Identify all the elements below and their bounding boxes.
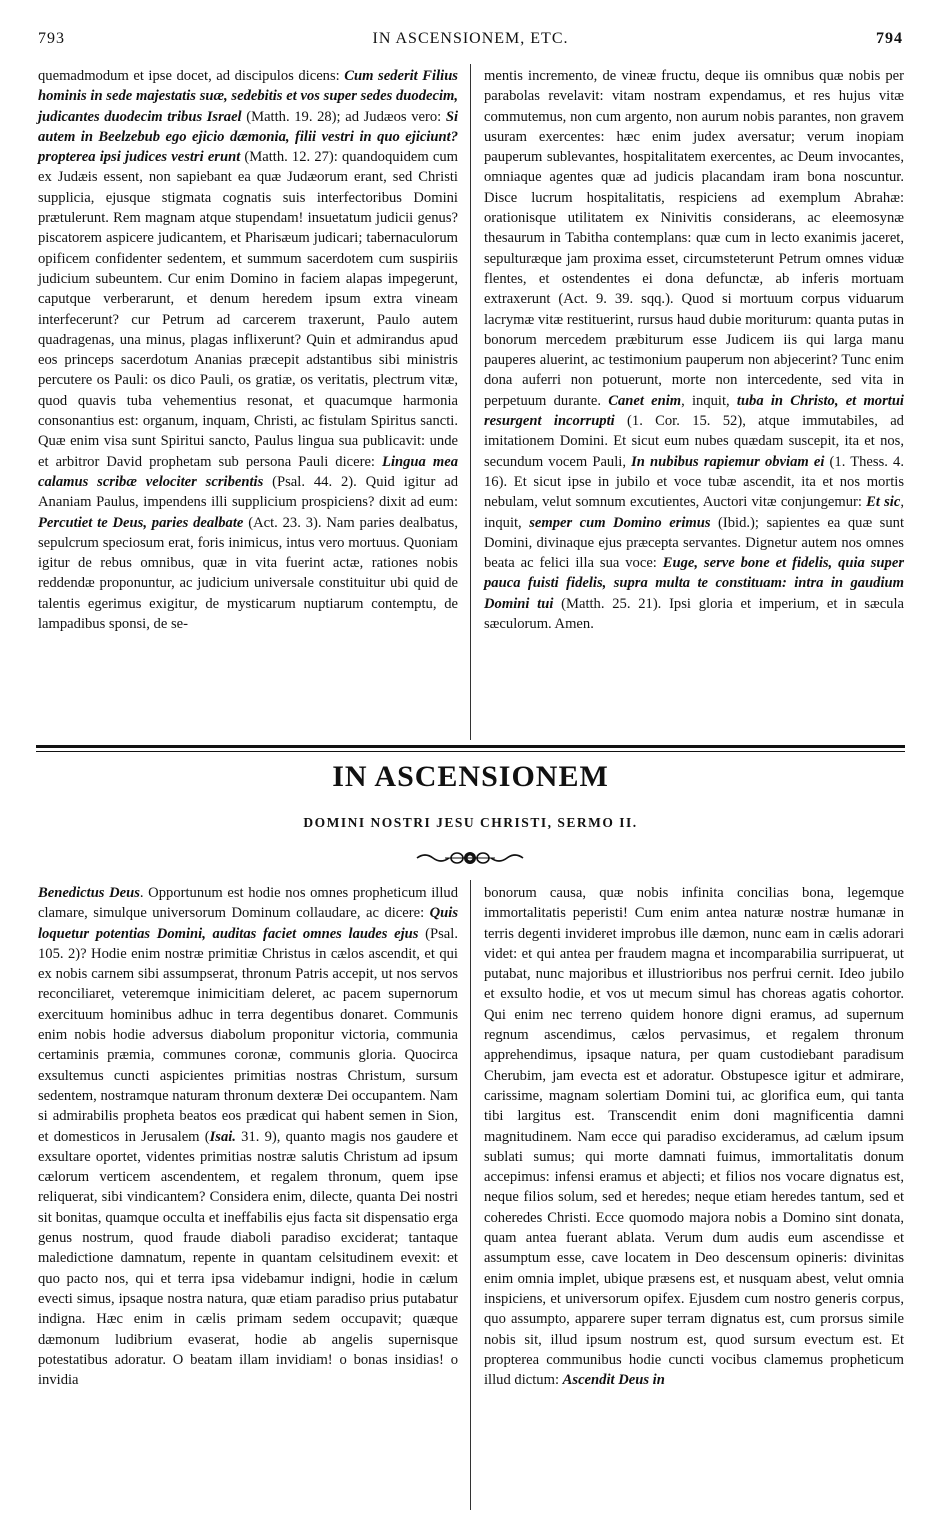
text-run: (Act. 23. 3). Nam paries dealbatus, sepulcrum speciosum erat, foris inimicus, intus vero mortuus. Quoniam igitur de rebus omnibus, quæ in vita fuerint actæ, rationes nobis reddendæ proponuntur, ac judicium universale constituitur ubi quid de talentis egerimus exigitur, de mysticarum nuptiarum contemptu, de lampadibus sponsi, de se-	[38, 514, 458, 633]
scripture-quote: Lingua mea calamus scribæ velociter scribentis	[38, 453, 458, 490]
text-run: (Matth. 19. 28); ad Judæos vero:	[241, 108, 446, 125]
text-run: (Psal. 105. 2)? Hodie enim nostræ primitiæ Christus in cælos ascendit, et qui ex nobis carnem sibi assumpserat, thronum Patris accepit, ut nos servos reconciliaret, veteremque inimicitiam deleret, ac pacem supernorum exercituum hominibus adhuc in terra degentibus donaret. Communis enim nobis hodie adversus diabolum proponitur victoria, communia certaminis præmia, communes coronæ, communis gloria. Quocirca exsultemus cuncti aspicientes primitias nostras Christum, sursum sedentem, nostramque naturam thronum dexteræ Dei occupantem. Nam si admirabilis propheta beatos eos prædicat qui habent semen in Sion, et domesticos in Jerusalem (	[38, 925, 458, 1145]
text-run: 31. 9), quanto magis nos gaudere et exsultare oportet, videntes primitias nostræ salutis Christum ad ipsum cælorum verticem ascendentem, et regalem thronum, quem ipse reliquerat, sibi vindicantem? Considera enim, dilecte, quanta Dei nostri sit bonitas, quamque occulta et ineffabilis ejus facta sit dispensatio erga genus nostrum, quod fraude diaboli paradiso exciderat; tantaque maledictione damnatum, repente in quantam celsitudinem evexit: et quo pacto nos, qui et terra ipsa videbamur indigni, hodie in cælum evecti simus, ipsaque nostra natura, quæ etiam paradiso prius putabatur indigna. Hæc enim in cælis primam sedem occupavit; quæque dæmonum ludibrium evaserat, hodie ab angelis supernisque potestatibus adoratur. O beatam illam invidiam! o bonas insidias! o invidia	[38, 1128, 459, 1389]
text-run: (Matth. 25. 21). Ipsi gloria et imperium, et in sæcula sæculorum. Amen.	[484, 595, 904, 633]
column-divider-top	[470, 64, 471, 740]
scripture-quote: Cum sederit Filius hominis in sede majestatis suæ, sedebitis et vos super sedes duodecim, judicantes duodecim tribus Israel	[38, 68, 458, 125]
paragraph	[484, 883, 904, 1390]
text-run: (Matth. 12. 27): quandoquidem cum ex Judæis essent, non sapiebant ea quæ Judæorum erant, sed Christi supplicia, ejusque stigmata cognatis suis interfectoribus Domini prætulerunt. Rem magnam atque stupendam! insuetatum judicii genus? piscatorem aspicere judicantem, et Pharisæum judicari; tabernaculorum opificem confidenter sedentem, et summum sacerdotem cum suspiriis judicium subeuntem. Cur enim Domino in faciem alapas impegerunt, caputque verberarunt, et denum heredem ipsum extra vineam interfecerunt? cur Petrum ad carcerem traxerunt, Paulo autem quadragenas, una minus, plagas inflixerunt? Quin et admirandus apud eos princeps sacerdotum Ananias præcepit adstantibus sibi ministris percutere os Pauli: os dico Pauli, os gratiæ, os veritatis, plectrum vitæ, quod quavis tuba vehementius resonat, et quacumque harmonia consonantius est: organum, inquam, Christi, ac fistulam Spiritus sancti. Quæ enim visa sunt Spiritui sancto, Paulus lingua sua publicavit: unde et arbitror David prophetam sub persona Pauli dicere:	[38, 149, 458, 470]
column-divider-bottom	[470, 880, 471, 1510]
paragraph	[484, 66, 904, 634]
section-rule-thin	[36, 751, 905, 752]
text-run: (1. Thess. 4. 16). Et sicut ipse in jubilo et voce tubæ ascendit, ita et nos mortis nebulam, velut somnum excutientes, Auctori vitæ conjungemur:	[484, 453, 904, 511]
text-run: quemadmodum et ipse docet, ad discipulos dicens:	[38, 68, 340, 84]
text-run: (1. Cor. 15. 52), atque immutabiles, ad imitationem Domini. Et sicut eum nubes quædam suscepit, ita et nos, secundum vocem Pauli,	[484, 413, 904, 470]
sermon-subtitle: DOMINI NOSTRI JESU CHRISTI, SERMO II.	[303, 815, 638, 830]
page-number-left: 793	[38, 30, 65, 47]
paragraph	[38, 66, 458, 634]
text-column-top-left	[38, 66, 458, 634]
ornament-flourish-icon	[415, 850, 525, 866]
scripture-quote: Percutiet te Deus, paries dealbate	[38, 514, 244, 531]
text-column-bottom-left	[38, 883, 458, 1390]
scripture-quote: semper cum Domino erimus	[529, 514, 711, 531]
paragraph	[38, 883, 458, 1390]
text-column-bottom-right	[484, 883, 904, 1390]
running-title: IN ASCENSIONEM, ETC.	[372, 30, 569, 47]
scripture-quote: Quis loquetur potentias Domini, auditas faciet omnes laudes ejus	[38, 905, 458, 942]
text-run: bonorum causa, quæ nobis infinita concilias bona, legemque immortalitatis peperisti! Cum enim antea naturæ nostræ humanæ in terris degenti invideret improbus ille dæmon, nunc eam in cælis adorari videt: et qui antea per fraudem magna et incomparabilia surripuerat, ut putabat, nunc majoribus et illustrioribus nos perfrui cernit. Ideo jubilo et exsulto hodie, et vos ut mecum simul has choreas agatis cohortor. Qui enim nec terreno quidem honore digni eramus, ad supernum regnum ascendimus, cælos pervasimus, et regalem thronum apprehendimus, ipsaque natura, per quam custodiebant paradisum Cherubim, jam evecta est et adoratur. Obstupesce igitur et admirare, carissime, magnam solertiam Domini tui, ac glorifica eum, qui tanta tibi largitus est. Transcendit enim doni magnificentia damni magnitudinem. Nam ecce qui paradiso excideramus, ad cælum ipsum sublati sumus; qui morte damnati fuimus, immortalitatis donum accepimus: infensi eramus et abjecti; et filios nos vocare dignatus est, neque filios solum, sed et heredes; neque etiam heredes tantum, sed et coheredes Christi. Ecce quomodo majora nobis a Domino sint donata, quam antea fuerant ablata. Verum dum audis eum ascendisse et assumptum esse, cave locatem in Deo descensum opineris: divinitas enim omnia implet, ubique præsens est, et nusquam abest, velut omnia inspiciens, et universorum opifex. Ejusdem cum nostro generis corpus, quo assumpto, apparere super terram dignatus est, cum prorsus simile nobis sit, illud ipsum nostrum est, quod sursum evectum est. Et propterea communibus hodie cuncti vocibus clamemus propheticum illud dictum:	[484, 885, 904, 1389]
scripture-quote: Si autem in Beelzebub ego ejicio dæmonia, filii vestri in quo ejiciunt? propterea ipsi judices vestri erunt	[38, 108, 458, 166]
text-run: , inquit,	[484, 494, 904, 531]
text-run: , inquit,	[681, 392, 737, 409]
text-run: mentis incremento, de vineæ fructu, deque iis omnibus quæ nobis per parabolas revelavit: vitam nostram expendamus, et res hujus vitæ commutemus, non cum argento, non aurum nobis parantes, non gravem usuram exercentes: hæc enim judex aversatur; verum inopiam pauperum sublevantes, hospitalitatem exercentes, ac Deum invocantes, omniaque agentes quæ ad judicis placandam iram bona noscuntur. Disce lucrum hospitalitatis, respiciens ad exemplum Abrahæ: orationisque utilitatem ex Ninivitis considerans, ac eleemosynæ thesaurum in Tabitha contemplans: quæ cum in lecto exanimis jaceret, sepulturæque jam proxima esset, circumsteterunt Petrum omnes viduæ flentes, et ostendentes ei dona defunctæ, ab inferis mortuam extraxerunt (Act. 9. 39. sqq.). Quod si mortuum corpus viduarum lacrymæ vitæ restituerint, rursus haud dubie moriturum: quanta putas in bonorum mercedem præbiturum esse Judicem iis qui larga manu pauperes aluerint, ac testimonium pauperum non abjecerint? Tunc enim dona auferri non potuerunt, morte non intercedente, sed vita in perpetuum durante.	[484, 68, 904, 409]
scripture-quote: Canet enim	[608, 392, 682, 409]
scripture-quote: In nubibus rapiemur obviam ei	[631, 453, 825, 470]
scripture-quote: Et sic	[866, 494, 901, 511]
sermon-title: IN ASCENSIONEM	[332, 760, 609, 793]
text-run: (Ibid.); sapientes ea quæ sunt Domini, divinaque ejus præcepta servantes. Dignetur autem nos omnes beata ac felici illa sua voce:	[484, 514, 904, 572]
opening-words: Benedictus Deus	[38, 885, 140, 901]
text-run: . Opportunum est hodie nos omnes propheticum illud clamare, simulque universorum Dominum collaudare, ac dicere:	[38, 885, 458, 922]
text-run: (Psal. 44. 2). Quid igitur ad Ananiam Paulus, impendens illi supplicium prospiciens? dixit ad eum:	[38, 473, 458, 511]
scripture-quote: Euge, serve bone et fidelis, quia super pauca fuisti fidelis, supra multa te constituam: intra in gaudium Domini tui	[484, 555, 904, 612]
section-rule-thick	[36, 745, 905, 748]
scripture-quote: Ascendit Deus in	[562, 1372, 665, 1389]
page-number-right: 794	[876, 30, 903, 47]
citation: Isai.	[209, 1128, 236, 1145]
scripture-quote: tuba in Christo, et mortui resurgent incorrupti	[484, 392, 904, 430]
running-head	[38, 30, 903, 54]
text-column-top-right	[484, 66, 904, 634]
